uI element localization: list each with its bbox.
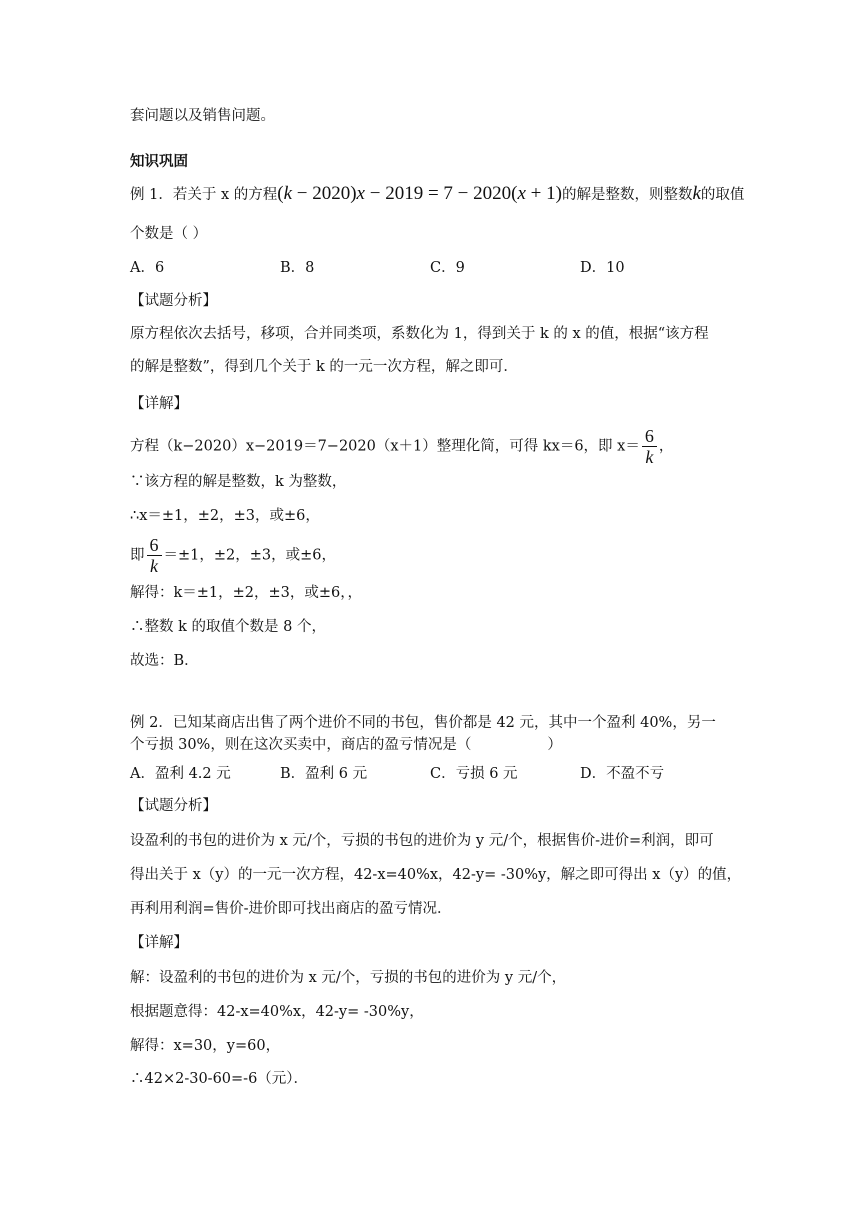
option-c: C．亏损 6 元 [430,766,518,782]
analysis-heading: 【试题分析】 [130,798,217,814]
variable-k: k [692,183,701,204]
detail-line: 解得：x=30，y=60， [130,1038,281,1054]
option-d: D．不盈不亏 [580,766,665,782]
question-prefix: 例 1．若关于 x 的方程 [130,187,278,203]
detail-line: 解得：k＝±1，±2，±3，或±6，， [130,585,363,601]
analysis-line: 再利用利润=售价-进价即可找出商店的盈亏情况． [130,901,452,917]
option-a: A．盈利 4.2 元 [130,766,231,782]
example-1-question-line2: 个数是（ ） [130,226,208,242]
analysis-line: 得出关于 x（y）的一元一次方程，42-x=40%x，42-y= -30%y，解之即可得出 x（y）的值， [130,867,742,883]
analysis-line: 的解是整数”，得到几个关于 k 的一元一次方程，解之即可． [130,359,518,375]
detail-line: 方程（k−2020）x−2019＝7−2020（x＋1）整理化简，可得 kx＝6，即 x＝ $\frac{6}{k}$ ， [130,426,674,467]
detail-line: ∵该方程的解是整数，k 为整数， [130,474,347,490]
analysis-line: 原方程依次去括号，移项，合并同类项，系数化为 1，得到关于 k 的 x 的值，根据“该方程 [130,326,709,342]
detail-line: 根据题意得：42-x=40%x，42-y= -30%y， [130,1004,424,1020]
detail-line: 故选：B． [130,653,199,669]
section-title: 知识巩固 [130,153,188,170]
example-1-question [130,184,744,205]
option-d: D．10 [580,260,625,276]
detail-heading: 【详解】 [130,396,188,412]
question-middle: 的解是整数，则整数 [561,187,693,203]
equation: (k − 2020)x − 2019 = 7 − 2020(x + 1) [277,183,562,204]
option-b: B．盈利 6 元 [280,766,368,782]
analysis-heading: 【试题分析】 [130,293,217,309]
question-end: 的取值 [700,187,745,203]
detail-heading: 【详解】 [130,935,188,951]
detail-line: 解：设盈利的书包的进价为 x 元/个，亏损的书包的进价为 y 元/个， [130,970,567,986]
option-c: C．9 [430,260,465,276]
example-2-question-line2: 个亏损 30%，则在这次买卖中，商店的盈亏情况是（ ） [130,737,562,753]
fraction-6-over-k: $\frac{6}{k}$ [642,426,657,467]
intro-line: 套问题以及销售问题。 [130,108,275,124]
fraction-6-over-k: $\frac{6}{k}$ [147,535,162,576]
detail-line: 即 $\frac{6}{k}$ ＝±1，±2，±3，或±6， [130,535,336,576]
option-b: B．8 [280,260,315,276]
detail-line: ∴x＝±1，±2，±3，或±6， [130,508,320,524]
example-2-question: 例 2．已知某商店出售了两个进价不同的书包，售价都是 42 元，其中一个盈利 40%，另一 [130,715,716,731]
option-a: A．6 [130,260,165,276]
detail-line: ∴42×2-30-60=-6（元）． [130,1071,309,1087]
analysis-line: 设盈利的书包的进价为 x 元/个，亏损的书包的进价为 y 元/个，根据售价-进价=利润，即可 [130,833,714,849]
detail-line: ∴整数 k 的取值个数是 8 个， [130,619,326,635]
